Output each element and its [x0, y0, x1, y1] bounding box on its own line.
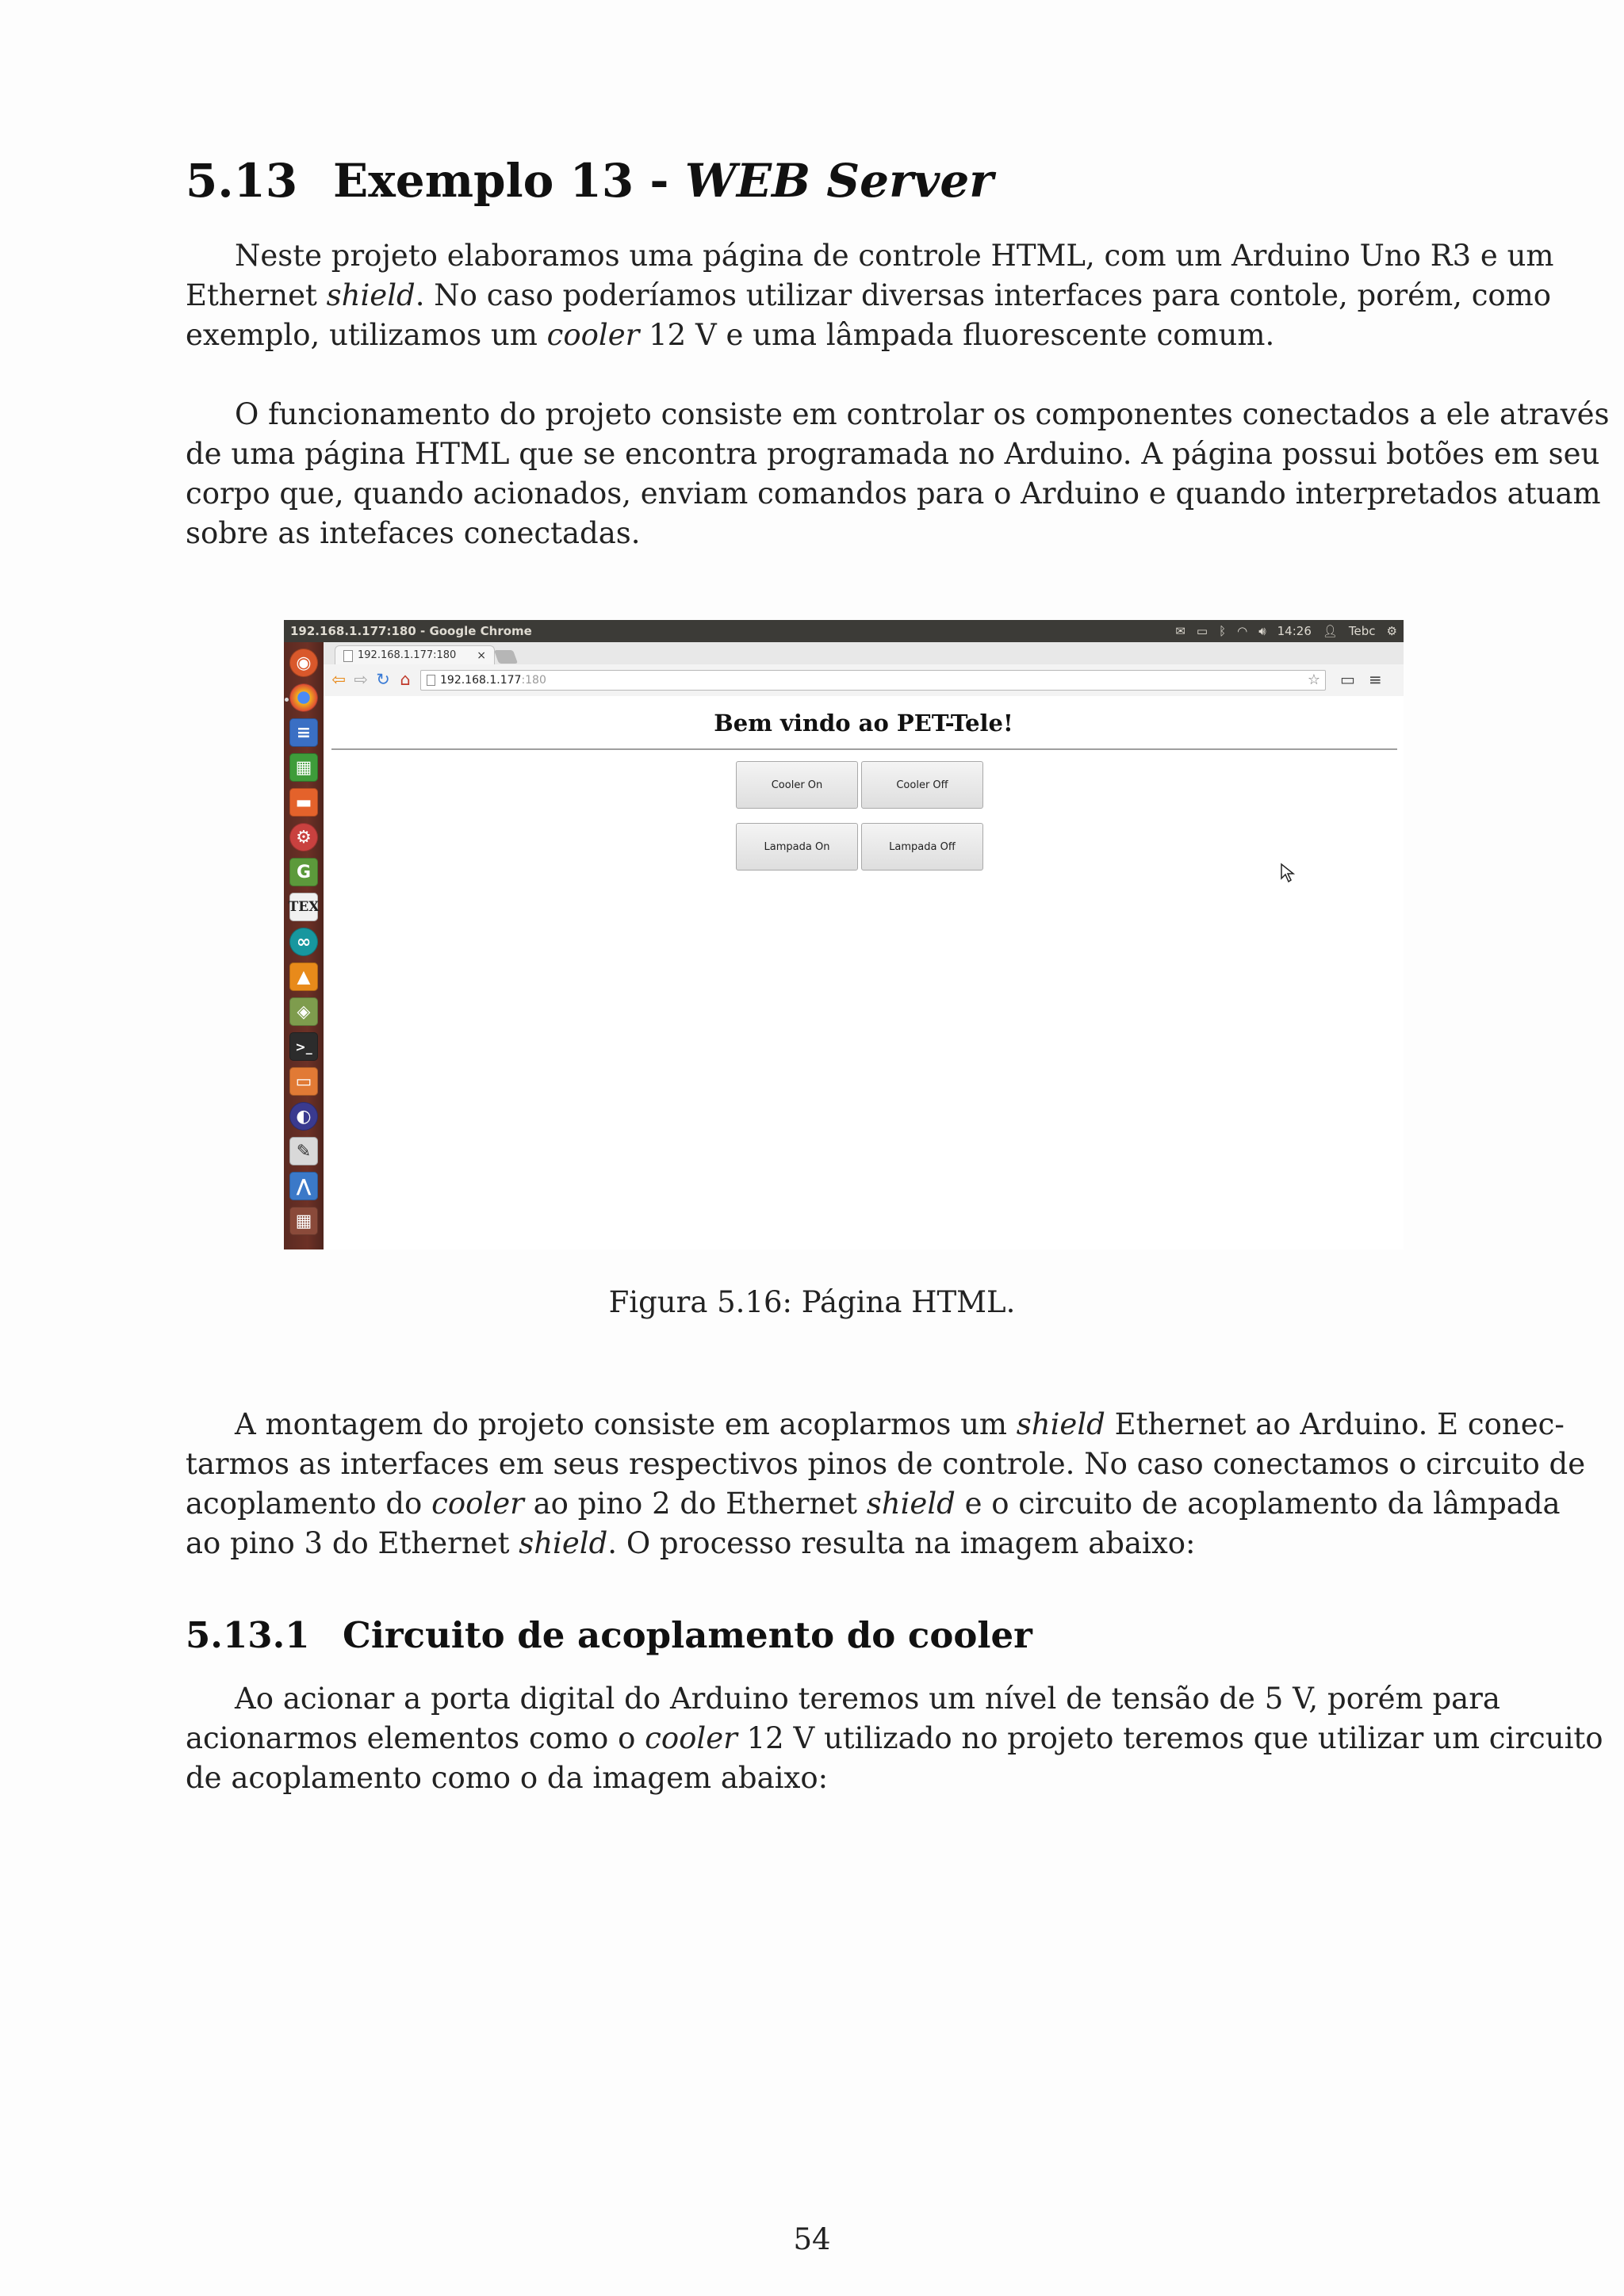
bookmark-star-icon[interactable]: ☆	[1307, 672, 1320, 688]
geogebra-icon[interactable]: G	[289, 858, 318, 886]
paragraph-line: acoplamento do cooler ao pino 2 do Ethernet shield e o circuito de acoplamento da lâmpada	[186, 1487, 1561, 1521]
scilab-icon[interactable]: ⋀	[289, 1172, 318, 1200]
chrome-icon[interactable]	[289, 683, 318, 712]
battery-icon[interactable]: ▭	[1196, 624, 1208, 638]
figure-screenshot	[284, 620, 1404, 1249]
section-title-emphasis: WEB Server	[684, 154, 994, 208]
section-heading	[186, 149, 994, 212]
paragraph-line: de acoplamento como o da imagem abaixo:	[186, 1761, 829, 1795]
user-name[interactable]: Tebc	[1348, 624, 1376, 638]
writer-icon[interactable]: ≡	[289, 718, 318, 747]
system-tray	[1175, 620, 1397, 642]
mouse-cursor-icon	[1280, 863, 1296, 883]
mail-icon[interactable]: ✉	[1175, 624, 1185, 638]
software-center-icon[interactable]: ▬	[289, 788, 318, 817]
workspace-icon[interactable]: ▦	[289, 1207, 318, 1235]
subsection-heading	[186, 1608, 1032, 1663]
home-icon[interactable]: ⌂	[400, 670, 411, 689]
lampada-off-button[interactable]: Lampada Off	[861, 823, 983, 871]
eclipse-icon[interactable]: ◐	[289, 1102, 318, 1131]
intro-paragraph	[186, 236, 1554, 355]
system-top-panel	[284, 620, 1404, 642]
new-tab-button[interactable]	[494, 650, 518, 664]
paragraph-line: Neste projeto elaboramos uma página de controle HTML, com um Arduino Uno R3 e um	[235, 239, 1554, 273]
url-text: 192.168.1.177:180	[440, 674, 546, 687]
user-icon: 👤︎	[1322, 624, 1338, 638]
cast-icon[interactable]: ▭	[1340, 670, 1355, 689]
operation-paragraph	[186, 395, 1610, 553]
texmaker-icon[interactable]: TEX	[289, 893, 318, 921]
unity-launcher	[284, 642, 324, 1249]
bluetooth-icon[interactable]: ᛒ	[1219, 624, 1227, 638]
cooler-on-button[interactable]: Cooler On	[736, 761, 858, 809]
page-icon	[343, 650, 353, 662]
files-icon[interactable]: ▭	[289, 1067, 318, 1096]
cooler-off-button[interactable]: Cooler Off	[861, 761, 983, 809]
page-heading: Bem vindo ao PET-Tele!	[714, 710, 1013, 737]
gear-icon[interactable]: ⚙	[1386, 624, 1397, 638]
coupling-paragraph	[186, 1679, 1603, 1798]
back-arrow-icon[interactable]: ⇦	[331, 670, 346, 689]
image-viewer-icon[interactable]: ◈	[289, 997, 318, 1026]
paragraph-line: tarmos as interfaces em seus respectivos pinos de controle. No caso conectamos o circuito de	[186, 1447, 1586, 1481]
wifi-icon[interactable]: ◠	[1237, 624, 1248, 638]
paragraph-line: corpo que, quando acionados, enviam comandos para o Arduino e quando interpretados atuam	[186, 476, 1601, 511]
running-indicator	[285, 698, 289, 702]
lampada-on-button[interactable]: Lampada On	[736, 823, 858, 871]
forward-arrow-icon[interactable]: ⇨	[354, 670, 368, 689]
browser-tab[interactable]	[335, 645, 495, 665]
paragraph-line: sobre as intefaces conectadas.	[186, 516, 641, 550]
close-icon[interactable]: ×	[477, 649, 486, 662]
address-bar[interactable]	[420, 670, 1326, 691]
section-title-prefix: Exemplo 13 -	[333, 154, 669, 208]
reload-icon[interactable]: ↻	[376, 670, 390, 689]
menu-icon[interactable]: ≡	[1369, 670, 1382, 689]
subsection-title: Circuito de acoplamento do cooler	[343, 1614, 1032, 1656]
paragraph-line: de uma página HTML que se encontra programada no Arduino. A página possui botões em seu	[186, 437, 1600, 471]
window-title: 192.168.1.177:180 - Google Chrome	[290, 624, 532, 638]
calc-icon[interactable]: ▦	[289, 753, 318, 782]
navigation-bar	[324, 664, 1404, 696]
paragraph-line: acionarmos elementos como o cooler 12 V utilizado no projeto teremos que utilizar um circuito	[186, 1721, 1603, 1755]
vlc-icon[interactable]: ▲	[289, 962, 318, 991]
paragraph-line: Ethernet shield. No caso poderíamos utilizar diversas interfaces para contole, porém, como	[186, 278, 1552, 312]
terminal-icon[interactable]: >_	[289, 1032, 318, 1061]
clock[interactable]: 14:26	[1277, 624, 1312, 638]
tab-title: 192.168.1.177:180	[358, 649, 457, 661]
horizontal-rule	[331, 748, 1397, 750]
figure-caption: Figura 5.16: Página HTML.	[608, 1285, 1016, 1319]
volume-icon[interactable]: 🔊︎	[1258, 624, 1266, 638]
browser-frame	[324, 642, 1404, 697]
paragraph-line: O funcionamento do projeto consiste em controlar os componentes conectados a ele através	[235, 397, 1610, 431]
section-number: 5.13	[186, 154, 298, 208]
paragraph-line: A montagem do projeto consiste em acoplarmos um shield Ethernet ao Arduino. E conec-	[235, 1407, 1565, 1441]
ubuntu-dash-icon[interactable]: ◉	[289, 649, 318, 677]
text-editor-icon[interactable]: ✎	[289, 1137, 318, 1165]
web-page-content	[324, 696, 1404, 1249]
subsection-number: 5.13.1	[186, 1614, 310, 1656]
paragraph-line: Ao acionar a porta digital do Arduino teremos um nível de tensão de 5 V, porém para	[235, 1682, 1500, 1716]
page-number: 54	[793, 2222, 831, 2256]
arduino-icon[interactable]: ∞	[289, 928, 318, 956]
page-icon	[427, 675, 435, 686]
settings-icon[interactable]: ⚙	[289, 823, 318, 851]
paragraph-line: ao pino 3 do Ethernet shield. O processo resulta na imagem abaixo:	[186, 1526, 1196, 1560]
assembly-paragraph	[186, 1405, 1586, 1563]
paragraph-line: exemplo, utilizamos um cooler 12 V e uma lâmpada fluorescente comum.	[186, 318, 1275, 352]
